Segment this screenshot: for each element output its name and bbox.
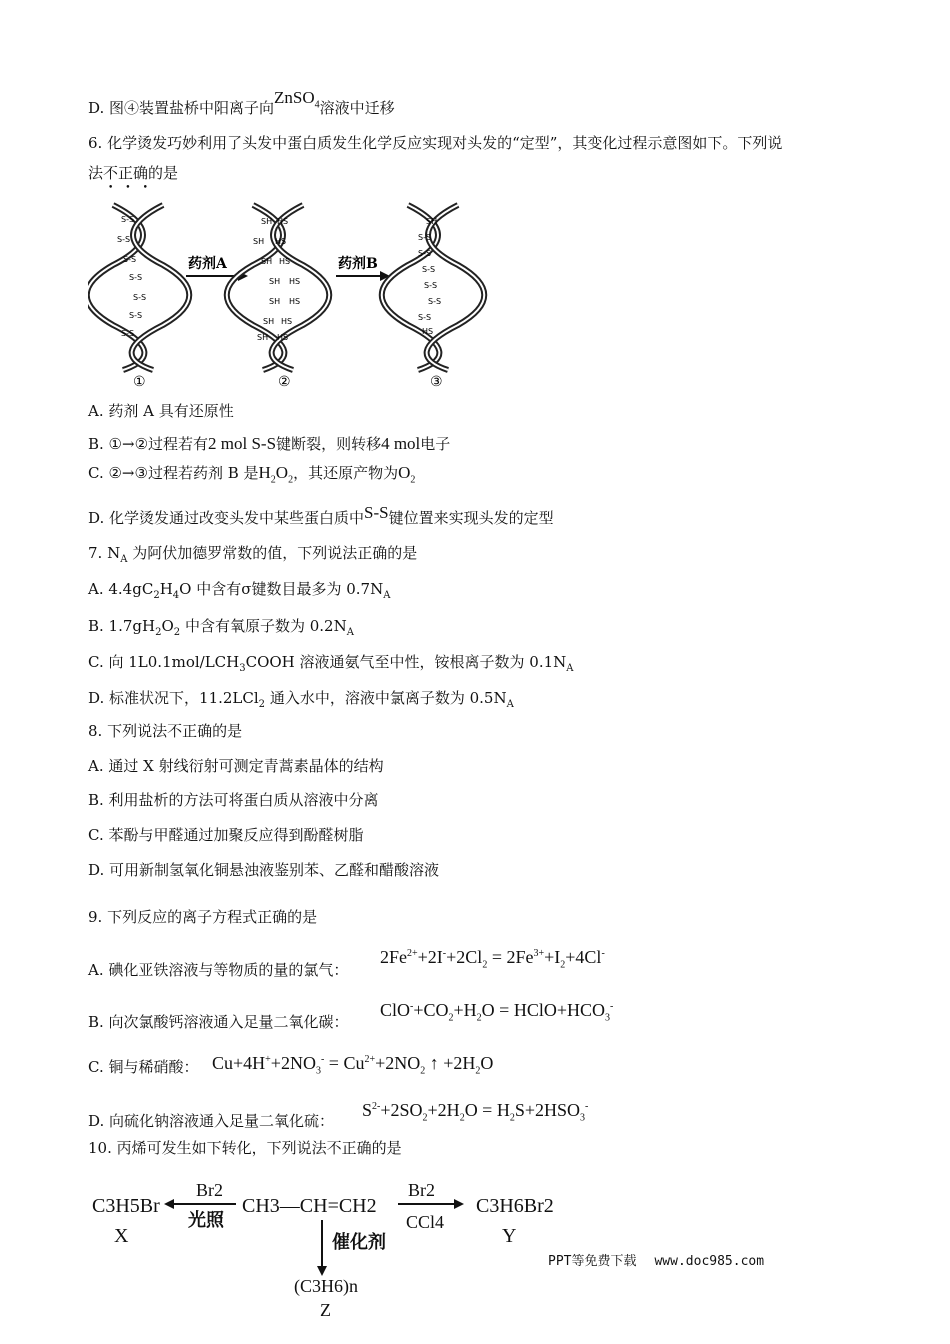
- compound-z-label: Z: [320, 1300, 331, 1320]
- bond-label: S-S: [424, 281, 438, 290]
- bond-label: HS: [277, 333, 289, 342]
- q9-option-c: C. 铜与稀硝酸：: [88, 1058, 199, 1076]
- condition-catalyst: 催化剂: [332, 1232, 386, 1252]
- watermark: [548, 1250, 782, 1269]
- q9d-equation: $S^{2-}+2SO_2+2H_2O = H_2S+2HSO_3^-$: [362, 1100, 589, 1124]
- bond-label: S-S: [121, 215, 135, 224]
- bond-label: S-S: [428, 297, 442, 306]
- q8-option-d: D. 可用新制氢氧化铜悬浊液鉴别苯、乙醛和醋酸溶液: [88, 861, 440, 879]
- q6-stem-line1: 6. 化学烫发巧妙利用了头发中蛋白质发生化学反应实现对头发的“定型”，其变化过程示意图如下。下列说: [88, 134, 783, 152]
- q9c-equation: $Cu+4H^++2NO_3^- = Cu^{2+}+2NO_2$ ↑ $+2H_2O$: [212, 1053, 494, 1077]
- q10-stem: 10. 丙烯可发生如下转化，下列说法不正确的是: [88, 1139, 402, 1157]
- bond-label: S-S: [123, 255, 137, 264]
- q8-option-b: B. 利用盐析的方法可将蛋白质从溶液中分离: [88, 791, 379, 809]
- figure-label-3: ③: [430, 374, 443, 390]
- bond-label: S-S: [117, 235, 131, 244]
- reagent-a-label: 药剂A: [188, 256, 227, 272]
- bond-label: S-S: [418, 249, 432, 258]
- figure-label-1: ①: [133, 374, 146, 390]
- q6-stem-line2: 法不正确的是: [88, 164, 179, 182]
- compound-x-formula: C3H5Br: [92, 1195, 160, 1217]
- propene-scheme: [88, 1170, 568, 1342]
- reagent-b-label: 药剂B: [338, 256, 378, 272]
- q7-option-c: C. 向 $1L0.1mol/LCH_3COOH$ 溶液通氨气至中性，铵根离子数为 $0.1N_A$: [88, 653, 574, 674]
- q8-stem: 8. 下列说法不正确的是: [88, 722, 243, 740]
- q9-option-a: A. 碘化亚铁溶液与等物质的量的氯气：: [88, 961, 349, 979]
- figure-label-2: ②: [278, 374, 291, 390]
- bond-label: S-S: [129, 273, 143, 282]
- compound-x-label: X: [114, 1225, 129, 1247]
- bond-label: HS: [289, 297, 301, 306]
- helix-2: [227, 205, 330, 390]
- bond-label: S-S: [418, 233, 432, 242]
- bond-label: SH: [261, 257, 273, 266]
- bond-label: HS: [279, 257, 291, 266]
- solvent-ccl4: CCl4: [406, 1212, 445, 1232]
- q9-option-b: B. 向次氯酸钙溶液通入足量二氧化碳：: [88, 1013, 349, 1031]
- bond-label: S-S: [129, 311, 143, 320]
- bond-label: SH: [269, 277, 281, 286]
- watermark-right: www.doc985.com: [654, 1254, 765, 1269]
- arrow-b: [336, 255, 390, 281]
- q6-option-d: D. 化学烫发通过改变头发中某些蛋白质中S-S键位置来实现头发的定型: [88, 503, 554, 527]
- bond-label: HS: [275, 237, 287, 246]
- q9-stem: 9. 下列反应的离子方程式正确的是: [88, 908, 318, 926]
- bond-label: HS: [277, 217, 289, 226]
- q7-stem: 7. $N_A$ 为阿伏加德罗常数的值，下列说法正确的是: [88, 544, 418, 565]
- bond-label: SH: [253, 237, 265, 246]
- q5-option-d: D. 图④装置盐桥中阳离子向ZnSO$_4$溶液中迁移: [88, 88, 395, 117]
- q9a-equation: $2Fe^{2+}+2I^-+2Cl_2 = 2Fe^{3+}+I_2+4Cl^-$: [380, 947, 605, 971]
- bond-label: HS: [281, 317, 293, 326]
- bond-label: S-S: [422, 265, 436, 274]
- q6-option-a: A. 药剂 A 具有还原性: [88, 402, 234, 420]
- bond-label: SH: [426, 217, 438, 226]
- bond-label: SH: [261, 217, 273, 226]
- q9b-equation: $ClO^-+CO_2+H_2O$ = $HClO+HCO_3^-$: [380, 1000, 614, 1024]
- bond-label: S-S: [121, 329, 135, 338]
- bond-label: SH: [257, 333, 269, 342]
- q7-option-b: B. $1.7gH_2O_2$ 中含有氧原子数为 $0.2N_A$: [88, 617, 354, 638]
- bond-label: HS: [289, 277, 301, 286]
- bond-label: S-S: [418, 313, 432, 322]
- compound-y-formula: C3H6Br2: [476, 1195, 554, 1217]
- bond-label: SH: [269, 297, 281, 306]
- helix-3: [382, 205, 485, 390]
- q8-option-a: A. 通过 X 射线衍射可测定青蒿素晶体的结构: [88, 757, 384, 775]
- q7-option-d: D. 标准状况下，11.2LCl$_2$ 通入水中，溶液中氯离子数为 $0.5N_A$: [88, 689, 514, 710]
- bond-label: SH: [263, 317, 275, 326]
- q8-option-c: C. 苯酚与甲醛通过加聚反应得到酚醛树脂: [88, 826, 364, 844]
- condition-light: 光照: [188, 1210, 224, 1230]
- q6-option-c: C. ②→③过程若药剂 B 是$H_2O_2$，其还原产物为$O_2$: [88, 463, 416, 486]
- helix-1: [88, 205, 189, 390]
- q6-option-b: B. ①→②过程若有2 mol S-S键断裂，则转移4 mol电子: [88, 434, 451, 453]
- compound-y-label: Y: [502, 1225, 517, 1247]
- q9-option-d: D. 向硫化钠溶液通入足量二氧化硫：: [88, 1112, 335, 1130]
- watermark-left: PPT等免费下载: [548, 1254, 637, 1269]
- compound-z-formula: (C3H6)n: [294, 1276, 358, 1296]
- reagent-br2-left: Br2: [196, 1180, 223, 1200]
- perm-diagram: [88, 198, 508, 390]
- propene-formula: CH3—CH=CH2: [242, 1195, 377, 1217]
- emphasis-dots: •••: [108, 183, 160, 193]
- bond-label: HS: [422, 327, 434, 336]
- reagent-br2-right: Br2: [408, 1180, 435, 1200]
- bond-label: S-S: [133, 293, 147, 302]
- q7-option-a: A. $4.4gC_2H_4O$ 中含有σ键数目最多为 $0.7N_A$: [88, 580, 391, 601]
